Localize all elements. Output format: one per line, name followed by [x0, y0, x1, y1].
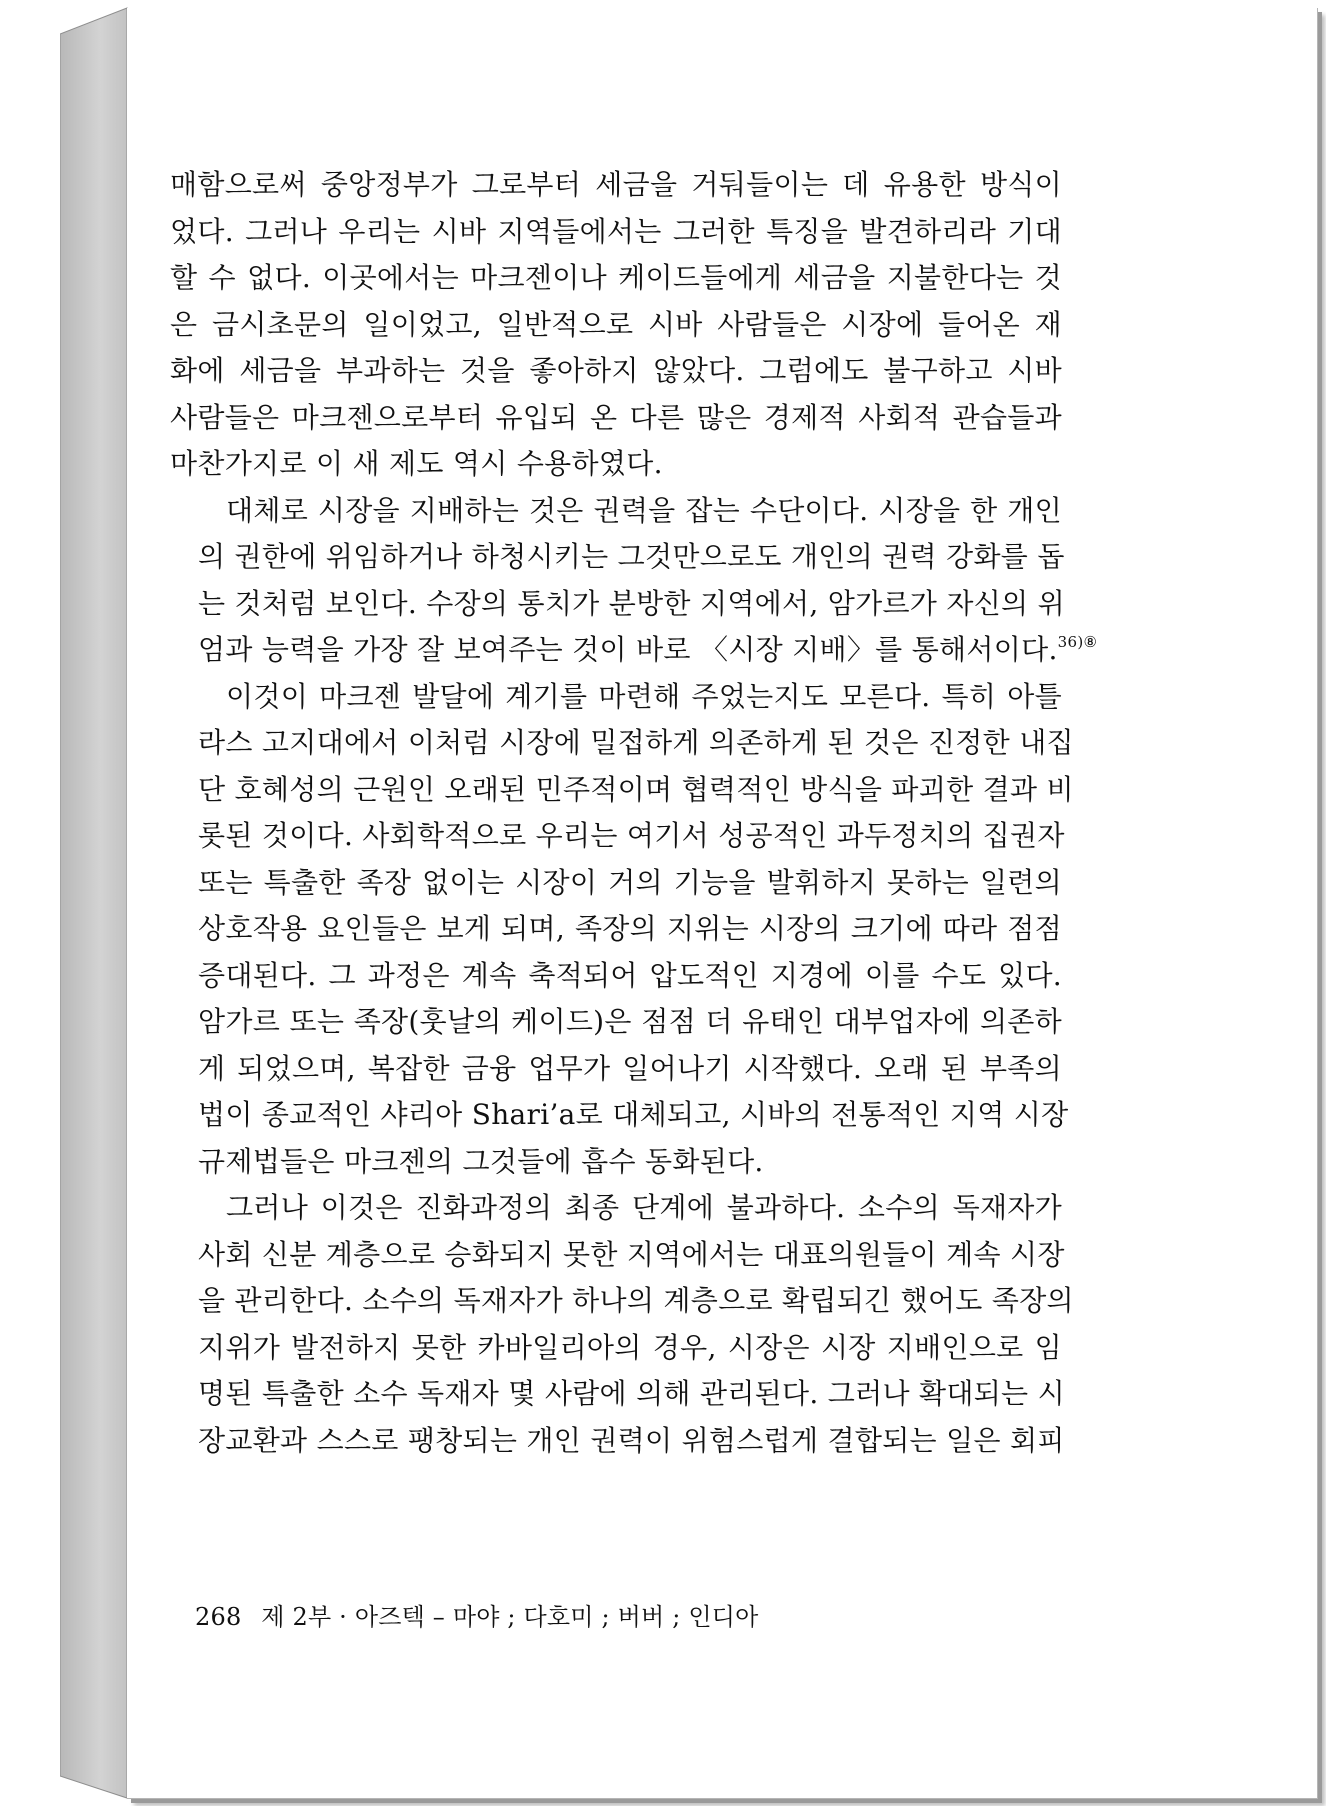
paragraph-2 [170, 488, 1098, 674]
text-line: 할 수 없다. 이곳에서는 마크젠이나 케이드들에게 세금을 지불한다는 것 [170, 261, 1062, 294]
text-line: 상호작용 요인들은 보게 되며, 족장의 지위는 시장의 크기에 따라 점점 [198, 912, 1062, 945]
text-line-content: 엄과 능력을 가장 잘 보여주는 것이 바로 〈시장 지배〉를 통해서이다. [198, 633, 1058, 666]
book-spine-graphic [60, 0, 130, 1806]
text-line: 사람들은 마크젠으로부터 유입되 온 다른 많은 경제적 사회적 관습들과 [170, 400, 1062, 434]
page-number: 268 [195, 1603, 242, 1631]
footnote-reference: 36)⑧ [1057, 633, 1098, 651]
text-line: 그러나 이것은 진화과정의 최종 단계에 불과하다. 소수의 독재자가 [226, 1191, 1062, 1224]
text-line: 또는 특출한 족장 없이는 시장이 거의 기능을 발휘하지 못하는 일련의 [198, 865, 1062, 899]
text-line: 마찬가지로 이 새 제도 역시 수용하였다. [170, 447, 663, 480]
text-line: 는 것처럼 보인다. 수장의 통치가 분방한 지역에서, 암가르가 자신의 위 [198, 586, 1065, 620]
text-line: 명된 특출한 소수 독재자 몇 사람에 의해 관리된다. 그러나 확대되는 시 [198, 1377, 1065, 1410]
text-line: 롯된 것이다. 사회학적으로 우리는 여기서 성공적인 과두정치의 집권자 [198, 819, 1065, 852]
page-footer [195, 1597, 759, 1632]
text-line: 증대된다. 그 과정은 계속 축적되어 압도적인 지경에 이를 수도 있다. [198, 958, 1062, 992]
text-line: 었다. 그러나 우리는 시바 지역들에서는 그러한 특징을 발견하리라 기대 [170, 214, 1062, 248]
body-text [170, 162, 1098, 1464]
text-line: 법이 종교적인 샤리아 Shari’a로 대체되고, 시바의 전통적인 지역 시장 [198, 1098, 1069, 1131]
text-line [170, 627, 1098, 674]
text-line: 장교환과 스스로 팽창되는 개인 권력이 위험스럽게 결합되는 일은 회피 [198, 1423, 1065, 1457]
text-line: 규제법들은 마크젠의 그것들에 흡수 동화된다. [198, 1144, 764, 1178]
text-line: 화에 세금을 부과하는 것을 좋아하지 않았다. 그럼에도 불구하고 시바 [170, 354, 1062, 387]
text-line: 라스 고지대에서 이처럼 시장에 밀접하게 의존하게 된 것은 진정한 내집 [198, 726, 1074, 759]
text-line: 은 금시초문의 일이었고, 일반적으로 시바 사람들은 시장에 들어온 재 [170, 307, 1062, 341]
text-line: 이것이 마크젠 발달에 계기를 마련해 주었는지도 모른다. 특히 아틀 [226, 679, 1062, 713]
text-line: 대체로 시장을 지배하는 것은 권력을 잡는 수단이다. 시장을 한 개인 [226, 493, 1062, 527]
paragraph-1 [170, 162, 1062, 488]
paragraph-3 [170, 674, 1074, 1186]
text-line: 사회 신분 계층으로 승화되지 못한 지역에서는 대표의원들이 계속 시장 [198, 1237, 1065, 1271]
paragraph-4 [170, 1185, 1074, 1464]
running-head: 제 2부 · 아즈텍 – 마야 ; 다호미 ; 버버 ; 인디아 [261, 1603, 759, 1631]
text-line: 매함으로써 중앙정부가 그로부터 세금을 거둬들이는 데 유용한 방식이 [170, 168, 1062, 201]
text-line: 단 호혜성의 근원인 오래된 민주적이며 협력적인 방식을 파괴한 결과 비 [198, 772, 1074, 806]
text-line: 을 관리한다. 소수의 독재자가 하나의 계층으로 확립되긴 했어도 족장의 [198, 1284, 1074, 1317]
text-line: 게 되었으며, 복잡한 금융 업무가 일어나기 시작했다. 오래 된 부족의 [198, 1051, 1062, 1085]
text-line: 암가르 또는 족장(훗날의 케이드)은 점점 더 유태인 대부업자에 의존하 [198, 1005, 1062, 1038]
text-line: 의 권한에 위임하거나 하청시키는 그것만으로도 개인의 권력 강화를 돕 [198, 540, 1065, 573]
book-spine [60, 0, 130, 1806]
text-line: 지위가 발전하지 못한 카바일리아의 경우, 시장은 시장 지배인으로 임 [198, 1330, 1062, 1364]
